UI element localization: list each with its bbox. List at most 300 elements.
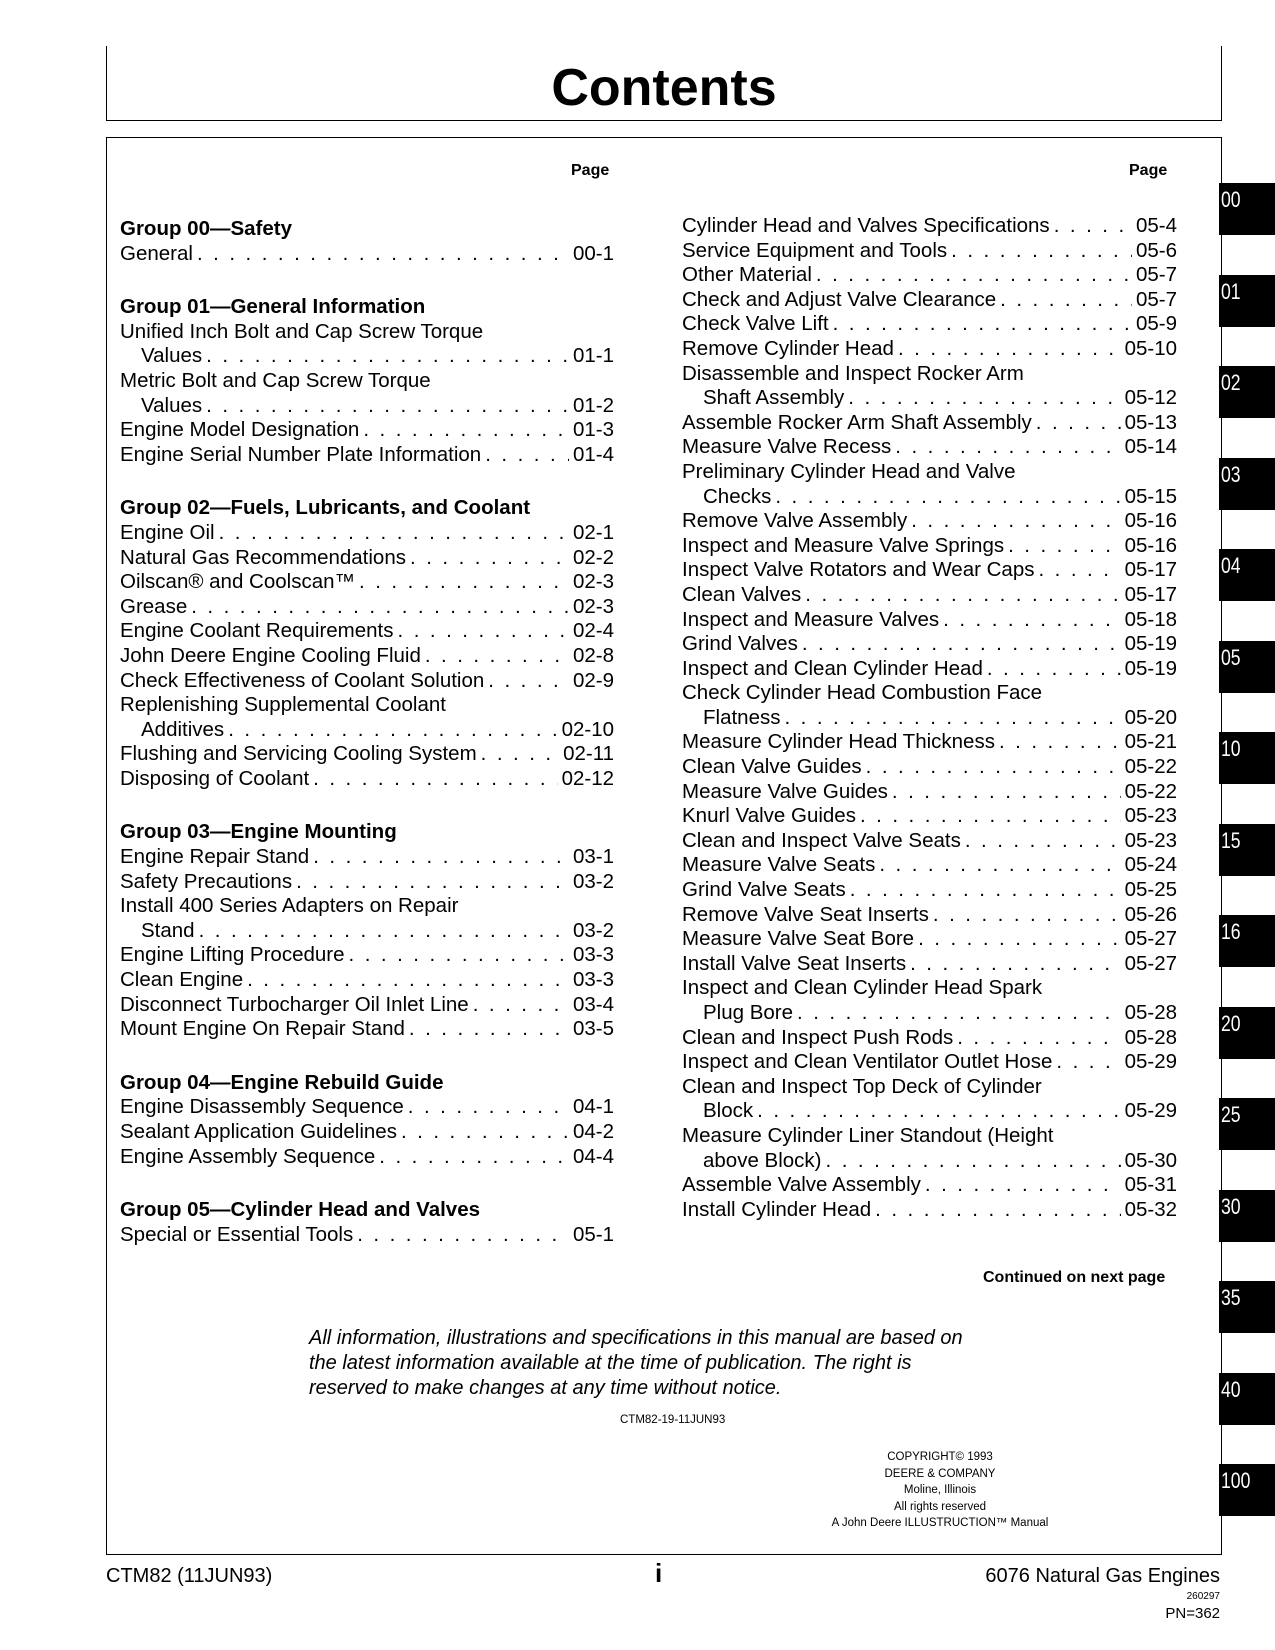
- toc-entry-page: 05-14: [1124, 435, 1177, 459]
- toc-entry-title: Grind Valve Seats: [682, 878, 846, 902]
- group-heading: Group 00—Safety: [120, 217, 293, 240]
- toc-entry-title: Inspect and Clean Cylinder Head: [682, 656, 983, 680]
- toc-entry[interactable]: [682, 214, 1177, 239]
- toc-entry-title: Engine Serial Number Plate Information: [120, 442, 482, 466]
- toc-entry-title: Engine Model Designation: [120, 418, 360, 442]
- toc-entry[interactable]: [120, 1223, 614, 1248]
- toc-entry-title: Clean and Inspect Valve Seats: [682, 828, 961, 852]
- toc-entry-page: 05-15: [1124, 484, 1177, 508]
- section-tab-label: 40: [1221, 1376, 1241, 1402]
- section-tab-40[interactable]: [1219, 1373, 1275, 1425]
- page-title: Contents: [551, 59, 777, 117]
- toc-entry-title: Engine Oil: [120, 520, 215, 544]
- dot-leader: [191, 595, 569, 620]
- toc-entry-title: above Block): [703, 1148, 822, 1172]
- dot-leader: [898, 337, 1121, 362]
- dot-leader: [892, 780, 1121, 805]
- right-page-label: Page: [1129, 162, 1168, 179]
- toc-entry-title-line: Preliminary Cylinder Head and Valve: [682, 459, 1016, 483]
- copyright-line: Moline, Illinois: [903, 1484, 977, 1496]
- toc-entry-title: Measure Valve Guides: [682, 779, 888, 803]
- toc-entry[interactable]: [682, 485, 1177, 510]
- toc-entry[interactable]: [682, 927, 1177, 952]
- toc-entry-page: 03-2: [572, 918, 614, 942]
- dot-leader: [485, 443, 569, 468]
- toc-entry[interactable]: [120, 1120, 614, 1145]
- toc-entry[interactable]: [120, 1017, 614, 1042]
- continued-note: Continued on next page: [983, 1269, 1166, 1286]
- dot-leader: [359, 570, 569, 595]
- toc-entry[interactable]: [682, 706, 1177, 731]
- toc-entry-title: Flatness: [703, 705, 781, 729]
- toc-entry-title: Block: [703, 1099, 754, 1123]
- toc-entry-title: Other Material: [682, 263, 812, 287]
- toc-entry[interactable]: [120, 870, 614, 895]
- toc-entry-page: 01-3: [572, 418, 614, 442]
- toc-entry-page: 04-2: [572, 1120, 614, 1143]
- section-tab-label: 16: [1221, 919, 1241, 944]
- toc-entry-page: 05-23: [1124, 804, 1177, 828]
- footer-number: 260297: [1186, 1591, 1220, 1602]
- toc-entry[interactable]: [120, 1145, 614, 1170]
- toc-entry-title: Inspect Valve Rotators and Wear Caps: [682, 558, 1035, 582]
- toc-entry-title: Checks: [703, 484, 772, 508]
- toc-entry-title: Measure Valve Seat Bore: [682, 927, 915, 951]
- toc-entry-page: 05-31: [1124, 1173, 1177, 1197]
- toc-entry[interactable]: [682, 337, 1177, 362]
- toc-entry-page: 05-7: [1135, 287, 1177, 311]
- toc-entry-page: 02-12: [561, 766, 614, 790]
- toc-entry-page: 05-32: [1124, 1197, 1177, 1221]
- toc-entry-title: Remove Valve Assembly: [682, 509, 908, 533]
- toc-entry-title: Install Valve Seat Inserts: [682, 951, 907, 975]
- dot-leader: [1038, 558, 1120, 583]
- dot-leader: [833, 312, 1132, 337]
- toc-entry[interactable]: [682, 878, 1177, 903]
- toc-entry-title-line: Replenishing Supplemental Coolant: [120, 693, 446, 717]
- toc-entry-page: 05-1: [572, 1222, 614, 1246]
- toc-entry[interactable]: [120, 394, 614, 419]
- toc-entry-page: 02-3: [572, 570, 614, 594]
- toc-entry-title: Stand: [141, 918, 195, 942]
- section-tab-04[interactable]: [1219, 549, 1275, 601]
- toc-entry[interactable]: [682, 1099, 1177, 1124]
- toc-entry[interactable]: [120, 595, 614, 620]
- dot-leader: [866, 755, 1121, 780]
- section-tab-label: 03: [1221, 461, 1241, 487]
- toc-entry-title-line: Unified Inch Bolt and Cap Screw Torque: [120, 319, 484, 343]
- section-tab-01[interactable]: [1219, 275, 1275, 327]
- toc-entry[interactable]: [120, 619, 614, 644]
- section-tab-02[interactable]: [1219, 366, 1275, 418]
- toc-entry[interactable]: [120, 669, 614, 694]
- toc-entry-title: Special or Essential Tools: [120, 1222, 354, 1246]
- dot-leader: [313, 767, 557, 792]
- toc-entry-title: Inspect and Measure Valve Springs: [682, 533, 1005, 557]
- toc-entry-title: Remove Cylinder Head: [682, 336, 894, 360]
- toc-entry-page: 05-30: [1124, 1148, 1177, 1172]
- toc-entry[interactable]: [120, 919, 614, 944]
- toc-entry-page: 05-16: [1124, 533, 1177, 557]
- dot-leader: [802, 632, 1121, 657]
- copyright-line: A John Deere ILLUSTRUCTION™ Manual: [831, 1517, 1049, 1529]
- disclaimer-line: the latest information available at the time of publication. The right is: [309, 1352, 912, 1374]
- dot-leader: [199, 919, 569, 944]
- toc-entry[interactable]: [682, 1050, 1177, 1075]
- toc-entry-title: Safety Precautions: [120, 869, 293, 893]
- disclaimer-line: reserved to make changes at any time without notice.: [309, 1377, 782, 1399]
- toc-entry-page: 02-2: [572, 545, 614, 569]
- toc-entry-page: 05-19: [1124, 632, 1177, 656]
- section-tab-label: 20: [1221, 1010, 1241, 1036]
- copyright-line: COPYRIGHT© 1993: [887, 1451, 993, 1463]
- dot-leader: [481, 742, 559, 767]
- toc-entry-title: Engine Coolant Requirements: [120, 619, 394, 643]
- toc-entry[interactable]: [682, 608, 1177, 633]
- toc-entry-title: Flushing and Servicing Cooling System: [120, 742, 477, 766]
- toc-entry-title: Plug Bore: [703, 1001, 794, 1024]
- dot-leader: [228, 718, 557, 743]
- dot-leader: [797, 1001, 1121, 1026]
- toc-entry-title-line: Check Cylinder Head Combustion Face: [682, 681, 1043, 705]
- section-tab-label: 30: [1221, 1193, 1241, 1219]
- toc-right-column: [682, 214, 1177, 1222]
- toc-entry-page: 03-1: [572, 845, 614, 869]
- toc-entry-page: 05-29: [1124, 1050, 1177, 1074]
- toc-entry-page: 02-10: [561, 717, 614, 741]
- footer-page-number: i: [655, 1558, 663, 1588]
- toc-entry-page: 02-9: [572, 668, 614, 692]
- toc-entry[interactable]: [120, 993, 614, 1018]
- toc-entry-title: Measure Valve Recess: [682, 435, 892, 459]
- dot-leader: [398, 619, 569, 644]
- section-tab-label: 35: [1221, 1285, 1241, 1310]
- toc-entry-page: 05-10: [1124, 336, 1177, 360]
- toc-left-column: [120, 217, 614, 1247]
- dot-leader: [1054, 214, 1132, 239]
- toc-entry[interactable]: [682, 632, 1177, 657]
- section-tab-25[interactable]: [1219, 1098, 1275, 1150]
- section-tab-16[interactable]: [1219, 915, 1275, 967]
- footer-pn: PN=362: [1165, 1605, 1220, 1622]
- section-tab-00[interactable]: [1219, 183, 1275, 235]
- section-tab-30[interactable]: [1219, 1190, 1275, 1242]
- dot-leader: [999, 730, 1121, 755]
- toc-entry[interactable]: [682, 1198, 1177, 1223]
- toc-entry-title: Engine Lifting Procedure: [120, 943, 345, 967]
- dot-leader: [408, 1095, 569, 1120]
- toc-entry-title: John Deere Engine Cooling Fluid: [120, 643, 421, 667]
- doc-code: CTM82-19-11JUN93: [620, 1414, 726, 1426]
- section-tab-100[interactable]: [1219, 1464, 1275, 1516]
- toc-entry-title: Oilscan® and Coolscan™: [120, 570, 356, 594]
- toc-entry[interactable]: [682, 829, 1177, 854]
- toc-entry-title: Inspect and Measure Valves: [682, 607, 940, 631]
- dot-leader: [933, 903, 1121, 928]
- toc-entry-page: 05-22: [1124, 779, 1177, 803]
- toc-entry[interactable]: [682, 780, 1177, 805]
- section-tab-label: 15: [1221, 827, 1241, 853]
- toc-entry-title: General: [120, 241, 193, 265]
- toc-entry-page: 05-6: [1135, 238, 1177, 262]
- toc-entry-title-line: Measure Cylinder Liner Standout (Height: [682, 1123, 1054, 1147]
- toc-entry[interactable]: [120, 344, 614, 369]
- dot-leader: [401, 1120, 569, 1145]
- toc-entry[interactable]: [682, 804, 1177, 829]
- toc-entry-page: 01-2: [572, 393, 614, 417]
- dot-leader: [895, 435, 1120, 460]
- section-tab-05[interactable]: [1219, 641, 1275, 693]
- toc-entry-page: 05-16: [1124, 509, 1177, 533]
- toc-entry[interactable]: [682, 1149, 1177, 1174]
- toc-entry[interactable]: [682, 755, 1177, 780]
- toc-entry-title-line: Inspect and Clean Cylinder Head Spark: [682, 976, 1043, 1000]
- toc-entry[interactable]: [120, 845, 614, 870]
- dot-leader: [247, 968, 569, 993]
- section-tab-15[interactable]: [1219, 824, 1275, 876]
- toc-entry-page: 05-13: [1124, 410, 1177, 434]
- dot-leader: [850, 878, 1121, 903]
- toc-entry[interactable]: [682, 534, 1177, 559]
- toc-entry[interactable]: [682, 435, 1177, 460]
- toc-entry-title: Clean Engine: [120, 968, 244, 992]
- section-tab-10[interactable]: [1219, 732, 1275, 784]
- group-spacer: [120, 791, 614, 820]
- toc-entry-title: Additives: [141, 717, 225, 741]
- section-tab-03[interactable]: [1219, 458, 1275, 510]
- toc-entry-page: 03-3: [572, 968, 614, 992]
- toc-entry-title: Engine Repair Stand: [120, 845, 310, 869]
- toc-entry[interactable]: [682, 288, 1177, 313]
- toc-entry-page: 05-27: [1124, 927, 1177, 951]
- dot-leader: [206, 344, 569, 369]
- group-spacer: [120, 1169, 614, 1198]
- toc-entry[interactable]: [120, 943, 614, 968]
- dot-leader: [1000, 288, 1132, 313]
- footer-manual-title: 6076 Natural Gas Engines: [985, 1565, 1220, 1587]
- toc-entry-page: 05-23: [1124, 828, 1177, 852]
- dot-leader: [911, 509, 1120, 534]
- dot-leader: [197, 242, 569, 267]
- toc-entry-page: 05-18: [1124, 607, 1177, 631]
- dot-leader: [757, 1099, 1120, 1124]
- toc-entry[interactable]: [120, 718, 614, 743]
- toc-entry[interactable]: [120, 742, 614, 767]
- toc-entry-title: Remove Valve Seat Inserts: [682, 902, 929, 926]
- toc-entry[interactable]: [120, 1095, 614, 1120]
- toc-entry[interactable]: [120, 443, 614, 468]
- dot-leader: [488, 669, 569, 694]
- dot-leader: [957, 1026, 1120, 1051]
- section-tab-35[interactable]: [1219, 1281, 1275, 1333]
- group-heading: Group 03—Engine Mounting: [120, 820, 397, 844]
- toc-entry[interactable]: [120, 418, 614, 443]
- toc-entry-title-line: Install 400 Series Adapters on Repair: [120, 894, 459, 918]
- toc-entry-title: Check Valve Lift: [682, 312, 829, 336]
- toc-entry[interactable]: [682, 1001, 1177, 1026]
- toc-entry-title: Engine Disassembly Sequence: [120, 1095, 404, 1119]
- dot-leader: [379, 1145, 569, 1170]
- toc-entry-page: 03-3: [572, 943, 614, 967]
- dot-leader: [965, 829, 1121, 854]
- section-tab-label: 04: [1221, 553, 1241, 578]
- toc-entry[interactable]: [682, 312, 1177, 337]
- toc-entry[interactable]: [120, 644, 614, 669]
- toc-entry-page: 05-28: [1124, 1025, 1177, 1049]
- toc-entry-page: 02-11: [563, 742, 614, 766]
- toc-entry-title-line: Clean and Inspect Top Deck of Cylinder: [682, 1074, 1042, 1098]
- dot-leader: [879, 853, 1120, 878]
- dot-leader: [816, 263, 1132, 288]
- toc-entry-page: 05-29: [1124, 1099, 1177, 1123]
- toc-entry[interactable]: [682, 1173, 1177, 1198]
- toc-entry[interactable]: [682, 952, 1177, 977]
- toc-entry-page: 05-22: [1124, 755, 1177, 779]
- toc-entry-page: 05-17: [1124, 558, 1177, 582]
- toc-entry-page: 05-24: [1124, 853, 1177, 877]
- toc-entry-page: 05-19: [1124, 656, 1177, 680]
- dot-leader: [206, 394, 569, 419]
- toc-entry[interactable]: [682, 239, 1177, 264]
- toc-entry-title: Disposing of Coolant: [120, 766, 310, 790]
- toc-entry[interactable]: [120, 242, 614, 267]
- toc-entry[interactable]: [682, 853, 1177, 878]
- toc-entry-title: Inspect and Clean Ventilator Outlet Hose: [682, 1050, 1053, 1074]
- toc-entry-page: 05-25: [1124, 878, 1177, 902]
- toc-entry-title: Mount Engine On Repair Stand: [120, 1017, 405, 1041]
- dot-leader: [313, 845, 569, 870]
- toc-entry-page: 03-4: [572, 992, 614, 1016]
- toc-entry-page: 05-12: [1124, 386, 1177, 410]
- toc-entry-page: 03-2: [572, 869, 614, 893]
- toc-entry-title-line: Metric Bolt and Cap Screw Torque: [120, 368, 431, 392]
- dot-leader: [1008, 534, 1120, 559]
- dot-leader: [775, 485, 1120, 510]
- toc-entry-title: Check and Adjust Valve Clearance: [682, 287, 997, 311]
- group-heading: Group 04—Engine Rebuild Guide: [120, 1070, 444, 1094]
- toc-entry-page: 05-17: [1124, 582, 1177, 606]
- disclaimer-line: All information, illustrations and specifications in this manual are based on: [309, 1327, 963, 1349]
- section-tab-label: 00: [1221, 187, 1241, 212]
- toc-entry-title: Grind Valves: [682, 632, 798, 656]
- toc-entry[interactable]: [120, 521, 614, 546]
- dot-leader: [951, 239, 1132, 264]
- dot-leader: [473, 993, 569, 1018]
- dot-leader: [219, 521, 569, 546]
- dot-leader: [860, 804, 1121, 829]
- toc-entry-page: 05-28: [1124, 1001, 1177, 1024]
- group-spacer: [120, 467, 614, 496]
- toc-entry[interactable]: [120, 546, 614, 571]
- toc-entry-page: 05-26: [1124, 902, 1177, 926]
- dot-leader: [1056, 1050, 1120, 1075]
- copyright-line: DEERE & COMPANY: [884, 1467, 996, 1480]
- dot-leader: [826, 1149, 1121, 1174]
- toc-entry[interactable]: [120, 968, 614, 993]
- toc-entry[interactable]: [682, 558, 1177, 583]
- dot-leader: [425, 644, 569, 669]
- toc-entry[interactable]: [682, 263, 1177, 288]
- left-page-label: Page: [571, 162, 610, 179]
- section-tab-20[interactable]: [1219, 1007, 1275, 1059]
- toc-entry-page: 02-1: [572, 520, 614, 544]
- toc-entry-title: Clean Valve Guides: [682, 755, 862, 779]
- toc-entry-title: Measure Cylinder Head Thickness: [682, 730, 995, 754]
- toc-entry-title: Grease: [120, 594, 188, 618]
- toc-entry[interactable]: [682, 1026, 1177, 1051]
- toc-entry-page: 05-4: [1135, 214, 1177, 237]
- toc-entry-page: 02-3: [572, 594, 614, 618]
- footer-manual-code: CTM82 (11JUN93): [106, 1565, 273, 1587]
- toc-entry-title: Disconnect Turbocharger Oil Inlet Line: [120, 992, 469, 1016]
- group-heading: Group 05—Cylinder Head and Valves: [120, 1198, 481, 1222]
- toc-entry[interactable]: [682, 730, 1177, 755]
- group-spacer: [120, 1042, 614, 1071]
- toc-entry-page: 05-21: [1124, 730, 1177, 754]
- group-heading: Group 01—General Information: [120, 295, 426, 319]
- toc-entry-page: 01-1: [572, 344, 614, 368]
- dot-leader: [805, 583, 1120, 608]
- toc-entry[interactable]: [682, 386, 1177, 411]
- dot-leader: [943, 608, 1120, 633]
- toc-entry[interactable]: [682, 657, 1177, 682]
- dot-leader: [296, 870, 569, 895]
- dot-leader: [410, 546, 569, 571]
- toc-entry[interactable]: [682, 509, 1177, 534]
- dot-leader: [363, 418, 569, 443]
- toc-entry[interactable]: [682, 903, 1177, 928]
- toc-entry-title: Install Cylinder Head: [682, 1197, 872, 1221]
- dot-leader: [875, 1198, 1120, 1223]
- section-tab-label: 25: [1221, 1102, 1241, 1127]
- toc-entry-page: 01-4: [572, 442, 614, 466]
- group-heading: Group 02—Fuels, Lubricants, and Coolant: [120, 496, 531, 520]
- toc-entry-page: 04-1: [572, 1095, 614, 1119]
- toc-entry-title: Natural Gas Recommendations: [120, 545, 406, 569]
- dot-leader: [910, 952, 1120, 977]
- group-spacer: [120, 266, 614, 295]
- toc-entry-title: Service Equipment and Tools: [682, 238, 948, 262]
- toc-entry[interactable]: [120, 570, 614, 595]
- section-tab-label: 10: [1221, 736, 1241, 761]
- toc-entry-page: 05-7: [1135, 263, 1177, 287]
- toc-entry-page: 04-4: [572, 1144, 614, 1168]
- toc-entry-title: Assemble Rocker Arm Shaft Assembly: [682, 410, 1032, 434]
- toc-entry[interactable]: [120, 767, 614, 792]
- toc-entry-title: Values: [141, 393, 203, 417]
- dot-leader: [1036, 411, 1121, 436]
- toc-entry-page: 05-20: [1124, 705, 1177, 729]
- dot-leader: [918, 927, 1120, 952]
- toc-entry-title-line: Disassemble and Inspect Rocker Arm: [682, 361, 1024, 385]
- toc-entry-title: Check Effectiveness of Coolant Solution: [120, 668, 485, 692]
- toc-entry-page: 02-4: [572, 619, 614, 643]
- toc-entry-title: Engine Assembly Sequence: [120, 1144, 376, 1168]
- toc-entry-title: Cylinder Head and Valves Specifications: [682, 214, 1050, 237]
- toc-entry[interactable]: [682, 583, 1177, 608]
- toc-entry[interactable]: [682, 411, 1177, 436]
- section-tab-label: 01: [1221, 278, 1241, 304]
- toc-entry-title: Shaft Assembly: [703, 386, 845, 410]
- dot-leader: [357, 1223, 569, 1248]
- dot-leader: [349, 943, 569, 968]
- toc-entry-title: Assemble Valve Assembly: [682, 1173, 921, 1197]
- toc-entry-page: 05-9: [1135, 312, 1177, 336]
- section-tab-label: 05: [1221, 644, 1241, 670]
- toc-entry-title: Knurl Valve Guides: [682, 804, 856, 828]
- toc-entry-title: Sealant Application Guidelines: [120, 1120, 397, 1143]
- dot-leader: [784, 706, 1120, 731]
